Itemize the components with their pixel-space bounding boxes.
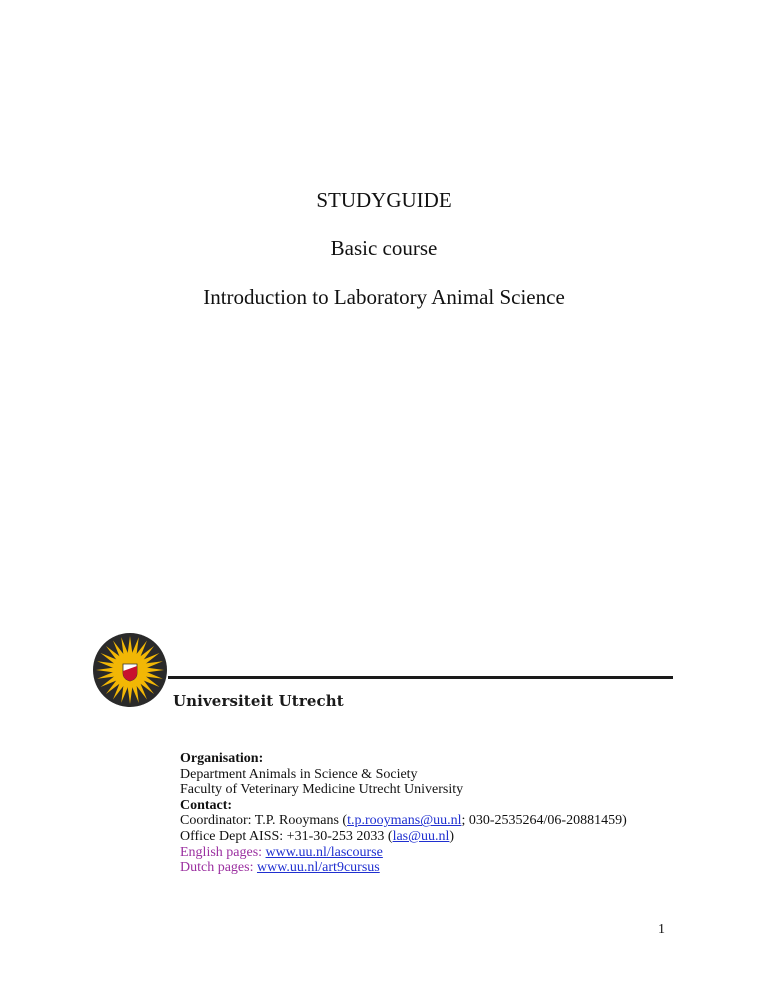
english-pages-label: English pages: (180, 844, 266, 860)
university-sun-seal-icon (92, 631, 172, 709)
dutch-pages-label: Dutch pages: (180, 860, 257, 876)
coordinator-suffix: ; 030-2535264/06-20881459) (461, 813, 627, 829)
dutch-pages-line (180, 860, 627, 876)
office-suffix: ) (449, 828, 455, 844)
office-email-link[interactable]: las@uu.nl (392, 828, 450, 844)
office-prefix: Office Dept AISS: +31-30-253 2033 ( (180, 828, 393, 844)
organisation-label: Organisation: (180, 751, 264, 766)
coordinator-line (180, 813, 627, 829)
coordinator-email-link[interactable]: t.p.rooymans@uu.nl (347, 813, 462, 829)
organisation-department: Department Animals in Science & Society (180, 766, 418, 782)
office-line (180, 829, 627, 845)
course-title: Introduction to Laboratory Animal Science (203, 285, 565, 309)
organisation-faculty: Faculty of Veterinary Medicine Utrecht University (180, 782, 464, 798)
english-pages-line (180, 845, 627, 861)
university-name: Universiteit Utrecht (173, 692, 344, 710)
document-title: STUDYGUIDE (316, 188, 452, 212)
english-pages-link[interactable]: www.uu.nl/lascourse (265, 844, 383, 860)
horizontal-rule (168, 676, 673, 679)
contact-info-block (180, 751, 627, 876)
coordinator-prefix: Coordinator: T.P. Rooymans ( (180, 813, 348, 829)
contact-label: Contact: (180, 797, 233, 813)
dutch-pages-link[interactable]: www.uu.nl/art9cursus (256, 860, 380, 876)
course-level: Basic course (330, 236, 438, 260)
page-number: 1 (658, 922, 665, 937)
